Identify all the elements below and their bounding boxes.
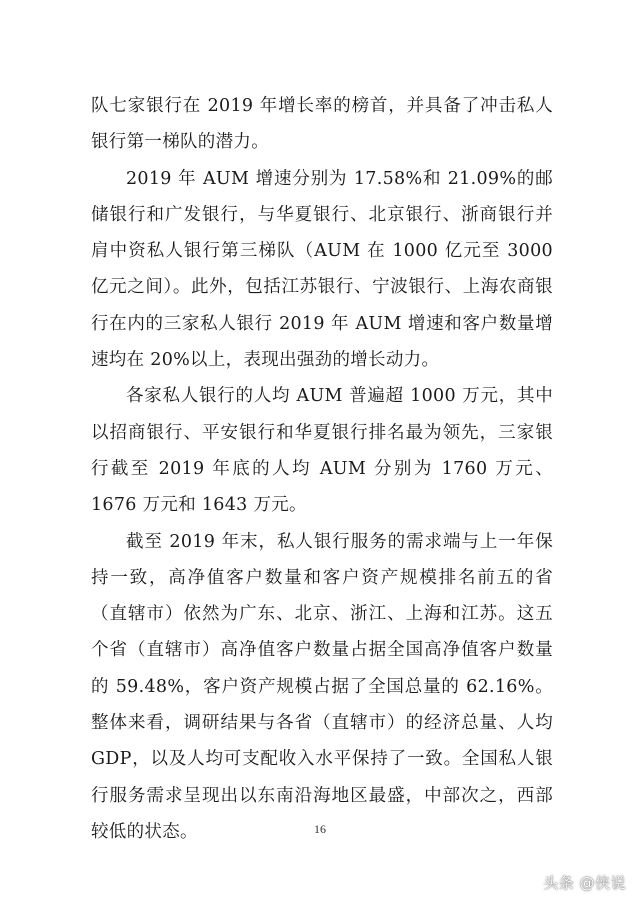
paragraph-1: 队七家银行在 2019 年增长率的榜首，并具备了冲击私人银行第一梯队的潜力。 — [91, 96, 553, 153]
watermark: 头条 @侠说 — [543, 874, 626, 892]
paragraph-2: 2019 年 AUM 增速分别为 17.58%和 21.09%的邮储银行和广发银行，与华夏银行、北京银行、浙商银行并肩中资私人银行第三梯队（AUM 在 1000 亿元至 3000 亿元之间）。此外，包括江苏银行、宁波银行、上海农商银行在内的三家私人银行 2019 年 AUM 增速和客户数量增速均在 20%以上，表现出强劲的增长动力。 — [91, 168, 553, 371]
paragraph-3: 各家私人银行的人均 AUM 普遍超 1000 万元，其中以招商银行、平安银行和华夏银行排名最为领先，三家银行截至 2019 年底的人均 AUM 分别为 1760 万元、1676 万元和 1643 万元。 — [91, 386, 553, 516]
paragraph-4: 截至 2019 年末，私人银行服务的需求端与上一年保持一致，高净值客户数量和客户资产规模排名前五的省（直辖市）依然为广东、北京、浙江、上海和江苏。这五个省（直辖市）高净值客户数量占据全国高净值客户数量的 59.48%，客户资产规模占据了全国总量的 62.16%。整体来看，调研结果与各省（直辖市）的经济总量、人均 GDP，以及人均可支配收入水平保持了一致。全国私人银行服务需求呈现出以东南沿海地区最盛，中部次之，西部较低的状态。 — [91, 531, 553, 842]
page-number: 16 — [314, 822, 326, 836]
document-body — [91, 88, 553, 850]
